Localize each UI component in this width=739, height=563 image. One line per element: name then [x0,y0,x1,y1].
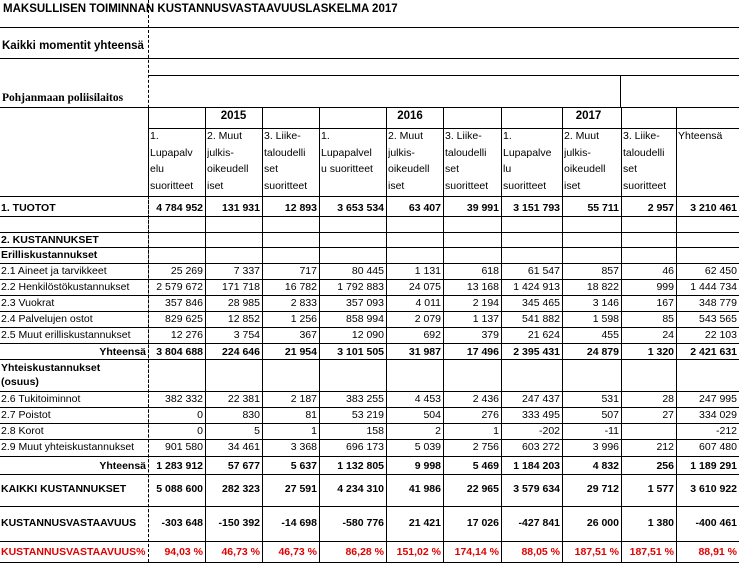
cell-value: 4 234 310 [337,483,384,495]
cell-value: 0 [197,409,203,421]
cell-value: 27 591 [284,483,317,495]
cell-value: 22 103 [704,329,737,341]
cell-value: 24 [662,329,674,341]
column-header: 1. Lupapalve lu suoritteet [503,130,552,192]
row-label: KUSTANNUSVASTAAVUUS% [1,546,146,558]
cell-value: 27 [662,409,674,421]
column-header: 3. Liike- taloudelli set suoritteet [445,130,489,192]
cell-value: 61 547 [527,265,560,277]
cell-value: 17 026 [466,517,499,529]
cell-value: 543 565 [699,313,737,325]
cell-value: 17 496 [466,346,499,358]
grid-line [148,75,739,76]
cell-value: 5 469 [472,460,499,472]
grid-line [0,107,739,108]
grid-line [0,27,739,28]
cell-value: -14 698 [281,517,317,529]
grid-line [0,474,739,475]
cell-value: 507 [601,409,619,421]
cell-value: 12 276 [170,329,203,341]
grid-line [148,196,149,562]
column-header: 2. Muut julkis- oikeudell iset [388,130,430,192]
cell-value: 2 756 [472,441,499,453]
column-header: 2. Muut julkis- oikeudell iset [207,130,249,192]
row-label: 2.8 Korot [1,425,44,437]
cell-value: 717 [299,265,317,277]
cell-value: 158 [366,425,384,437]
cell-value: 5 039 [414,441,441,453]
cell-value: 1 424 913 [513,281,560,293]
row-label: 2.4 Palvelujen ostot [1,313,93,325]
cell-value: 1 320 [647,346,674,358]
row-label: 2.5 Muut erilliskustannukset [1,329,131,341]
row-label: 1. TUOTOT [1,202,56,214]
grid-line [562,196,563,562]
cell-value: -400 461 [695,517,737,529]
cell-value: 16 782 [284,281,317,293]
cell-value: 901 580 [165,441,203,453]
cell-value: 88,05 % [521,546,560,558]
column-header: 1. Lupapalvel u suoritteet [321,130,373,176]
cell-value: 2 [435,425,441,437]
cell-value: -580 776 [342,517,384,529]
column-header: 3. Liike- taloudelli set suoritteet [264,130,308,192]
cell-value: 3 610 922 [690,483,737,495]
cell-value: 3 101 505 [337,346,384,358]
grid-line [501,196,502,562]
cell-value: 31 987 [408,346,441,358]
grid-line [676,196,677,562]
cell-value: 63 407 [408,202,441,214]
grid-line [620,75,621,107]
grid-line [319,196,320,562]
cell-value: 86,28 % [345,546,384,558]
cell-value: 26 000 [586,517,619,529]
cell-value: 3 653 534 [337,202,384,214]
cell-value: 12 852 [227,313,260,325]
row-label: 2.2 Henkilöstökustannukset [1,281,130,293]
cell-value: 3 368 [290,441,317,453]
cell-value: 504 [423,409,441,421]
row-label: KUSTANNUSVASTAAVUUS [1,517,137,529]
cell-value: 3 996 [592,441,619,453]
row-label: 2.6 Tukitoiminnot [1,393,81,405]
cell-value: 1 577 [647,483,674,495]
cell-value: 46,73 % [278,546,317,558]
cell-value: 187,51 % [629,546,674,558]
cell-value: 1 598 [592,313,619,325]
cell-value: 2 436 [472,393,499,405]
row-label: 2.9 Muut yhteiskustannukset [1,441,135,453]
grid-line [0,541,739,542]
cell-value: 224 646 [222,346,260,358]
cell-value: 382 332 [165,393,203,405]
cell-value: 2 833 [290,297,317,309]
cell-value: 88,91 % [698,546,737,558]
cell-value: 7 337 [233,265,260,277]
grid-line [386,107,387,196]
grid-line [148,107,149,196]
cell-value: 1 256 [290,313,317,325]
cell-value: 5 088 600 [156,483,203,495]
cell-value: 1 131 [414,265,441,277]
cell-value: 41 986 [408,483,441,495]
grid-line [0,439,739,440]
unit-name: Pohjanmaan poliisilaitos [2,92,124,104]
grid-line [0,343,739,344]
grid-line [386,196,387,562]
cell-value: 692 [423,329,441,341]
cell-value: 4 011 [415,297,441,309]
cell-value: 1 792 883 [337,281,384,293]
cell-value: 607 480 [699,441,737,453]
grid-line [621,196,622,562]
grid-line [0,407,739,408]
grid-line [0,456,739,457]
cell-value: 247 995 [699,393,737,405]
cell-value: 24 879 [586,346,619,358]
cell-value: 212 [656,441,674,453]
cell-value: 131 931 [222,202,260,214]
cell-value: 151,02 % [396,546,441,558]
cell-value: 830 [242,409,260,421]
year-header: 2015 [220,110,247,122]
grid-line [621,107,622,196]
row-label: Yhteensä [99,346,146,358]
cell-value: 12 090 [351,329,384,341]
column-header: Yhteensä [678,130,723,142]
cell-value: 80 445 [351,265,384,277]
grid-line [319,107,320,196]
cell-value: 999 [656,281,674,293]
grid-line [676,107,677,196]
grid-line [0,279,739,280]
cell-value: 367 [299,329,317,341]
cell-value: 46 [662,265,674,277]
cell-value: 276 [481,409,499,421]
subtitle: Kaikki momentit yhteensä [2,40,144,52]
cell-value: 345 465 [522,297,560,309]
grid-line [443,196,444,562]
cell-value: 1 189 291 [690,460,737,472]
grid-line [0,58,739,59]
cell-value: 696 173 [346,441,384,453]
cell-value: 22 381 [227,393,260,405]
cell-value: 39 991 [466,202,499,214]
cell-value: 3 754 [233,329,260,341]
cell-value: -427 841 [518,517,560,529]
cell-value: 13 168 [466,281,499,293]
cell-value: 4 784 952 [156,202,203,214]
cell-value: 2 079 [414,313,441,325]
grid-line [501,107,502,196]
cell-value: 2 194 [472,297,499,309]
cell-value: 348 779 [699,297,737,309]
cell-value: 2 187 [290,393,317,405]
cell-value: 57 677 [227,460,260,472]
cell-value: 5 [254,425,260,437]
cell-value: 1 380 [647,517,674,529]
cell-value: 531 [601,393,619,405]
cell-value: 3 579 634 [513,483,560,495]
row-label: Erilliskustannukset [1,249,98,261]
cell-value: 29 712 [586,483,619,495]
cell-value: 81 [305,409,317,421]
cell-value: 22 965 [466,483,499,495]
cell-value: 2 957 [647,202,674,214]
grid-line [0,216,739,217]
row-label: 2.7 Poistot [1,409,51,421]
grid-line [562,107,563,196]
cell-value: 829 625 [165,313,203,325]
cell-value: 12 893 [284,202,317,214]
grid-line [262,196,263,562]
cell-value: 62 450 [704,265,737,277]
cell-value: 357 846 [165,297,203,309]
cell-value: 28 [662,393,674,405]
cell-value: 21 624 [527,329,560,341]
cell-value: 25 269 [170,265,203,277]
grid-line [205,196,206,562]
cell-value: 1 [493,425,499,437]
cell-value: -202 [538,425,560,437]
page-title: MAKSULLISEN TOIMINNAN KUSTANNUSVASTAAVUUSLASKELMA 2017 [3,3,398,15]
cell-value: 46,73 % [221,546,260,558]
cell-value: 18 822 [586,281,619,293]
cell-value: -150 392 [218,517,260,529]
cell-value: 28 985 [227,297,260,309]
cell-value: 21 954 [284,346,317,358]
cell-value: 0 [197,425,203,437]
cell-value: 5 637 [290,460,317,472]
cell-value: 1 137 [472,313,499,325]
cell-value: 1 132 805 [337,460,384,472]
cell-value: 53 219 [351,409,384,421]
row-label: 2.1 Aineet ja tarvikkeet [1,265,107,277]
cell-value: -212 [715,425,737,437]
cell-value: 333 495 [522,409,560,421]
cell-value: 187,51 % [574,546,619,558]
cell-value: 94,03 % [164,546,203,558]
row-label: Yhteiskustannukset (osuus) [1,362,101,388]
cell-value: 1 283 912 [156,460,203,472]
cell-value: 3 146 [592,297,619,309]
grid-line [262,107,263,196]
grid-line [205,128,206,196]
cell-value: 2 579 672 [156,281,203,293]
year-header: 2017 [575,110,602,122]
cell-value: 383 255 [346,393,384,405]
cell-value: 282 323 [222,483,260,495]
cell-value: 3 151 793 [513,202,560,214]
cell-value: 858 994 [346,313,384,325]
cell-value: 9 998 [414,460,441,472]
cell-value: 2 421 631 [690,346,737,358]
row-label: 2.3 Vuokrat [1,297,55,309]
cell-value: 334 029 [699,409,737,421]
column-header: 3. Liike- taloudelli set suoritteet [623,130,667,192]
row-label: KAIKKI KUSTANNUKSET [1,483,127,495]
cell-value: 85 [662,313,674,325]
cell-value: 24 075 [408,281,441,293]
grid-line [443,107,444,196]
grid-line [0,295,739,296]
cell-value: 247 437 [522,393,560,405]
cell-value: 357 093 [346,297,384,309]
cell-value: 618 [481,265,499,277]
cell-value: 603 272 [522,441,560,453]
column-header: 2. Muut julkis- oikeudell iset [564,130,606,192]
grid-line [0,263,739,264]
row-label: Yhteensä [99,460,146,472]
cell-value: -303 648 [161,517,203,529]
cell-value: 3 210 461 [690,202,737,214]
cell-value: 174,14 % [454,546,499,558]
cell-value: 857 [601,265,619,277]
grid-line [0,327,739,328]
cell-value: 21 421 [408,517,441,529]
cell-value: 34 461 [227,441,260,453]
cell-value: 1 184 203 [513,460,560,472]
cell-value: 541 882 [522,313,560,325]
cell-value: 4 453 [414,393,441,405]
grid-line [0,506,739,507]
cell-value: 3 804 688 [156,346,203,358]
grid-line [0,232,739,233]
cell-value: 55 711 [587,202,619,214]
cell-value: 171 718 [222,281,260,293]
cell-value: 167 [656,297,674,309]
cell-value: -11 [604,425,619,437]
cell-value: 4 832 [592,460,619,472]
row-label: 2. KUSTANNUKSET [1,234,99,246]
grid-line [0,196,739,197]
cell-value: 256 [656,460,674,472]
cell-value: 1 444 734 [690,281,737,293]
cell-value: 1 [311,425,317,437]
cell-value: 379 [481,329,499,341]
column-header: 1. Lupapalv elu suoritteet [150,130,194,192]
cell-value: 2 395 431 [513,346,560,358]
year-header: 2016 [397,110,423,122]
grid-line [0,311,739,312]
cell-value: 455 [601,329,619,341]
grid-line [0,423,739,424]
